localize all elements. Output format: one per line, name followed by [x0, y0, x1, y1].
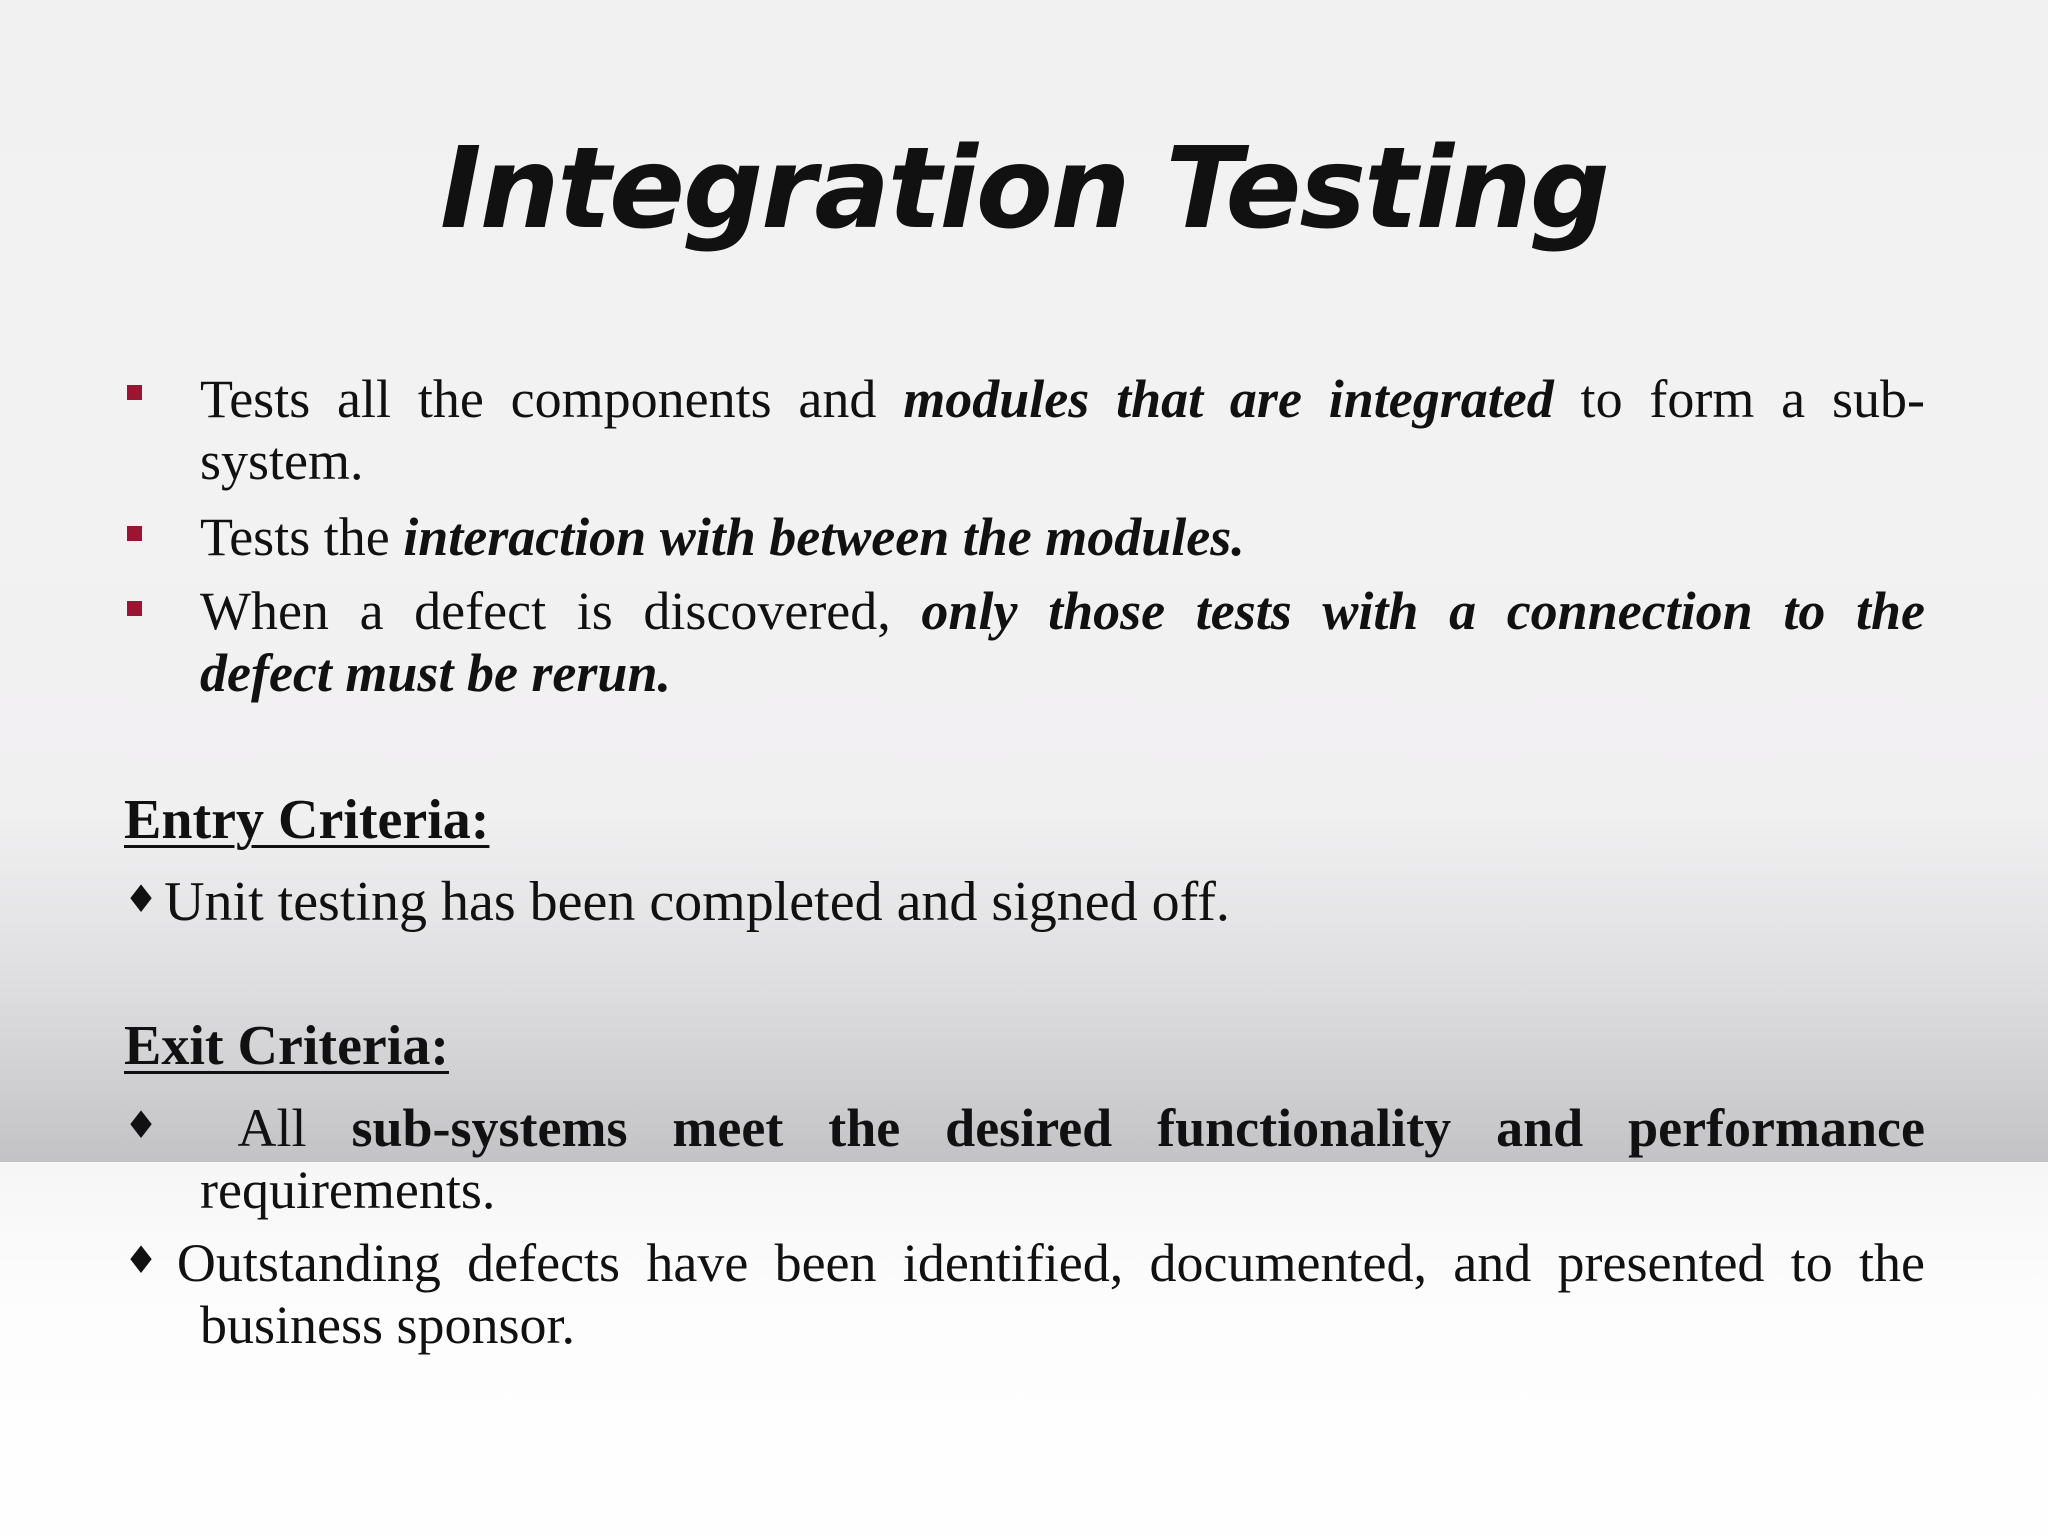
square-bullet-icon — [127, 385, 142, 400]
exit-item-1-line-1 — [124, 1094, 1925, 1159]
bullet-2-text: Tests the — [200, 507, 404, 567]
exit-item-2-line-1 — [124, 1229, 1925, 1294]
exit-item-2 — [124, 1229, 1925, 1356]
bullet-item-1 — [200, 368, 1925, 492]
entry-item-1-text: Unit testing has been completed and signed off. — [164, 871, 1230, 933]
entry-criteria-heading: Entry Criteria: — [124, 789, 490, 851]
exit-item-2-text: Outstanding defects have been identified, documented, and presented to the — [176, 1233, 1925, 1293]
diamond-bullet-icon: ♦ — [124, 1238, 171, 1282]
exit-item-1-continuation: requirements. — [200, 1160, 496, 1220]
exit-item-2-continuation: business sponsor. — [200, 1295, 576, 1355]
bullet-3-line-2: defect must be rerun. — [200, 643, 671, 703]
diamond-bullet-icon: ♦ — [124, 877, 159, 921]
bullet-1-line-1: Tests all the components and modules that are integrated to form a sub- — [200, 369, 1925, 429]
bullet-1-emphasis: modules that are integrated — [903, 369, 1554, 429]
bullet-3-line-1: When a defect is discovered, only those tests with a connection to the — [200, 581, 1925, 641]
bullet-2-emphasis: interaction with between the modules. — [403, 507, 1245, 567]
exit-item-1 — [124, 1094, 1925, 1221]
bullet-item-3 — [200, 580, 1925, 704]
diamond-bullet-icon: ♦ — [124, 1103, 190, 1147]
bullet-1-text: Tests all the components and — [200, 369, 904, 429]
slide-title-text: Integration Testing — [440, 124, 1608, 254]
square-bullet-icon — [127, 526, 142, 541]
slide-title — [0, 124, 2048, 254]
exit-criteria-heading: Exit Criteria: — [124, 1015, 449, 1077]
exit-item-1-pre: All — [237, 1098, 352, 1158]
entry-item-1 — [124, 868, 1230, 933]
bullet-1-line-2: system. — [200, 431, 364, 491]
square-bullet-icon — [127, 601, 142, 616]
bullet-item-2 — [200, 506, 1925, 568]
exit-item-1-bold: sub-systems meet the desired functionality and performance — [351, 1098, 1925, 1158]
